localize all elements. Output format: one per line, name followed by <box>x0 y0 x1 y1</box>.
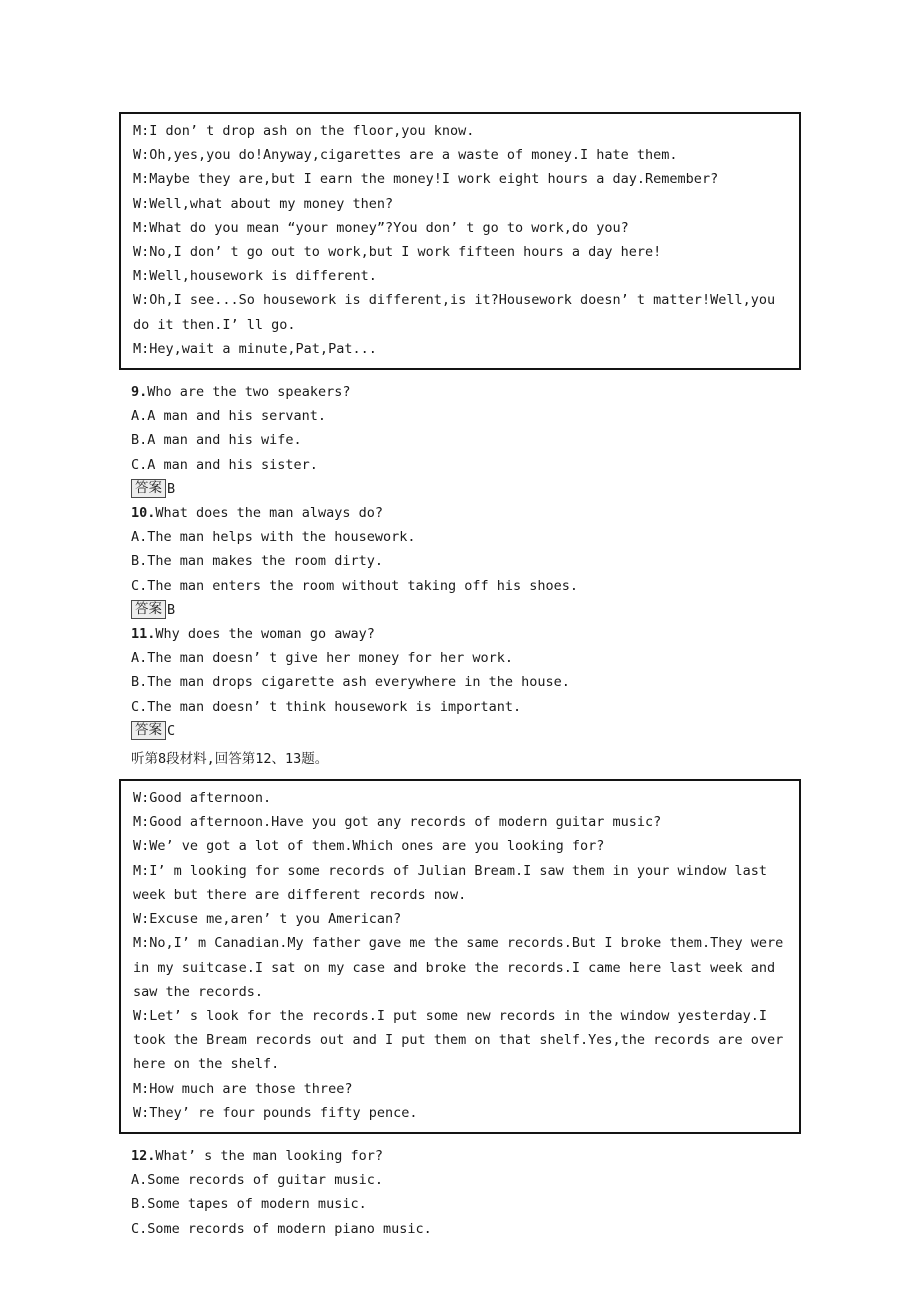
dialogue-line: M:Maybe they are,but I earn the money!I work eight hours a day.Remember? <box>133 171 719 188</box>
option-line: C.The man doesn’ t think housework is important. <box>131 698 522 715</box>
answer-row <box>131 477 801 501</box>
dialogue-transcript-box-section8 <box>119 779 801 1134</box>
question-title <box>131 622 801 646</box>
question-number: 10. <box>131 505 156 522</box>
dialogue-line: W:Good afternoon. <box>133 790 272 807</box>
questions-block-9-11 <box>119 378 801 747</box>
dialogue-line: M:Well,housework is different. <box>133 268 377 285</box>
dialogue-line: W:Oh,yes,you do!Anyway,cigarettes are a waste of money.I hate them. <box>133 147 678 164</box>
option-line: B.A man and his wife. <box>131 432 302 449</box>
section-note: 听第8段材料,回答第12、13题。 <box>131 751 329 768</box>
dialogue-line: W:They’ re four pounds fifty pence. <box>133 1104 418 1121</box>
question-number: 9. <box>131 384 148 401</box>
question-title <box>131 501 801 525</box>
option-line: A.Some records of guitar music. <box>131 1172 383 1189</box>
question-text: What’ s the man looking for? <box>155 1147 383 1164</box>
dialogue-line: W:Oh,I see...So housework is different,is it?Housework doesn’ t matter!Well,you do it then.I’ ll go. <box>133 292 784 333</box>
answer-letter: B <box>167 480 176 497</box>
option-line: A.The man doesn’ t give her money for her work. <box>131 650 514 667</box>
dialogue-line: M:Hey,wait a minute,Pat,Pat... <box>133 340 377 357</box>
dialogue-line: M:Good afternoon.Have you got any records of modern guitar music? <box>133 814 662 831</box>
option-line: B.The man drops cigarette ash everywhere in the house. <box>131 674 570 691</box>
dialogue-line: M:I’ m looking for some records of Julian Bream.I saw them in your window last week but there are different records now. <box>133 862 776 903</box>
dialogue-line: W:Let’ s look for the records.I put some new records in the window yesterday.I took the Bream records out and I put them on that shelf.Yes,the records are over here on the shelf. <box>133 1007 792 1073</box>
dialogue-line: W:We’ ve got a lot of them.Which ones are you looking for? <box>133 838 605 855</box>
question-text: What does the man always do? <box>155 505 383 522</box>
dialogue-line: M:How much are those three? <box>133 1080 353 1097</box>
question-title <box>131 1144 801 1168</box>
question-block <box>131 380 801 501</box>
question-block <box>131 501 801 622</box>
answer-row <box>131 598 801 622</box>
question-title <box>131 380 801 404</box>
option-line: B.The man makes the room dirty. <box>131 553 383 570</box>
option-line: C.Some records of modern piano music. <box>131 1220 432 1237</box>
answer-label-box: 答案 <box>131 600 166 619</box>
dialogue-transcript-box-section7 <box>119 112 801 370</box>
dialogue-line: W:Excuse me,aren’ t you American? <box>133 911 402 928</box>
option-line: A.The man helps with the housework. <box>131 529 416 546</box>
dialogue-line: W:No,I don’ t go out to work,but I work fifteen hours a day here! <box>133 244 662 261</box>
option-line: C.A man and his sister. <box>131 456 318 473</box>
questions-block-12 <box>119 1142 801 1245</box>
answer-label-box: 答案 <box>131 479 166 498</box>
dialogue-line: M:I don’ t drop ash on the floor,you know. <box>133 123 475 139</box>
question-text: Why does the woman go away? <box>155 626 375 643</box>
answer-letter: C <box>167 722 176 739</box>
answer-label-box: 答案 <box>131 721 166 740</box>
document-page <box>119 0 801 1245</box>
question-number: 11. <box>131 626 156 643</box>
question-block <box>131 1144 801 1241</box>
option-line: B.Some tapes of modern music. <box>131 1196 367 1213</box>
question-number: 12. <box>131 1147 156 1164</box>
question-block <box>131 622 801 743</box>
dialogue-line: M:What do you mean “your money”?You don’ t go to work,do you? <box>133 219 629 236</box>
question-text: Who are the two speakers? <box>147 384 351 401</box>
dialogue-line: W:Well,what about my money then? <box>133 195 394 212</box>
option-line: A.A man and his servant. <box>131 408 327 425</box>
answer-row <box>131 719 801 743</box>
option-line: C.The man enters the room without taking off his shoes. <box>131 577 579 594</box>
dialogue-line: M:No,I’ m Canadian.My father gave me the same records.But I broke them.They were in my suitcase.I sat on my case and broke the records.I came here last week and saw the records. <box>133 935 792 1000</box>
answer-letter: B <box>167 601 176 618</box>
